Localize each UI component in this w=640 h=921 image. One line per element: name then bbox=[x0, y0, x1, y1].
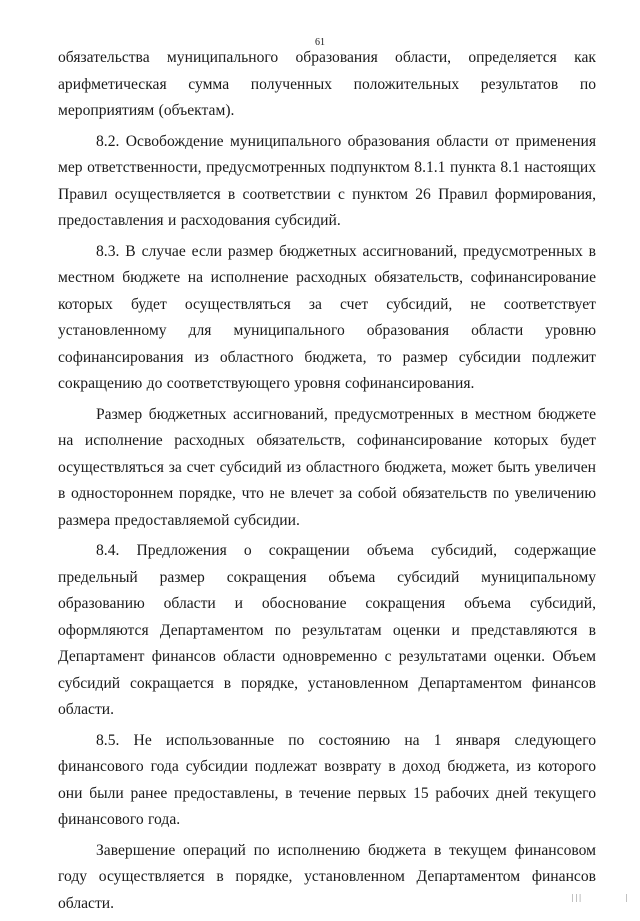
paragraph-continuation: обязательства муниципального образования области, определяется как арифметическая сумма полученных положительных результатов по мероприятиям (объектам). bbox=[58, 49, 596, 119]
paragraph-8-3: 8.3. В случае если размер бюджетных ассигнований, предусмотренных в местном бюджете на исполнение расходных обязательств, софинансирование которых будет осуществляться за счет субсидий, не соответствует установленному для муниципального образования области уровню софинансирования из областного бюджета, то размер субсидии подлежит сокращению до соответствующего уровня софинансирования. bbox=[58, 242, 596, 392]
page-number: 61 bbox=[315, 37, 325, 48]
paragraph-8-5-completion: Завершение операций по исполнению бюджета в текущем финансовом году осуществляется в порядке, установленном Департаментом финансов области. bbox=[58, 841, 596, 912]
margin-mark-left: | | | bbox=[572, 893, 581, 902]
paragraph-8-2: 8.2. Освобождение муниципального образования области от применения мер ответственности, предусмотренных подпунктом 8.1.1 пункта 8.1 настоящих Правил осуществляется в соответствии с пунктом 26 Правил формирования, предоставления и расходования субсидий. bbox=[58, 132, 596, 229]
margin-mark-right: | bbox=[626, 893, 628, 902]
paragraph-8-4: 8.4. Предложения о сокращении объема субсидий, содержащие предельный размер сокращения объема субсидий муниципальному образованию области и обоснование сокращения объема субсидий, оформляются Департаментом по результатам оценки и представляются в Департамент финансов области одновременно с результатами оценки. Объем субсидий сокращается в порядке, установленном Департаментом финансов области. bbox=[58, 542, 596, 718]
paragraph-8-5: 8.5. Не использованные по состоянию на 1 января следующего финансового года субсидии подлежат возврату в доход бюджета, из которого они были ранее предоставлены, в течение первых 15 рабочих дней текущего финансового года. bbox=[58, 731, 596, 828]
document-body bbox=[58, 45, 596, 921]
paragraph-8-3-budget-size: Размер бюджетных ассигнований, предусмотренных в местном бюджете на исполнение расходных обязательств, софинансирование которых будет осуществляться за счет субсидий из областного бюджета, может быть увеличен в одностороннем порядке, что не влечет за собой обязательств по увеличению размера предоставляемой субсидии. bbox=[58, 405, 596, 529]
